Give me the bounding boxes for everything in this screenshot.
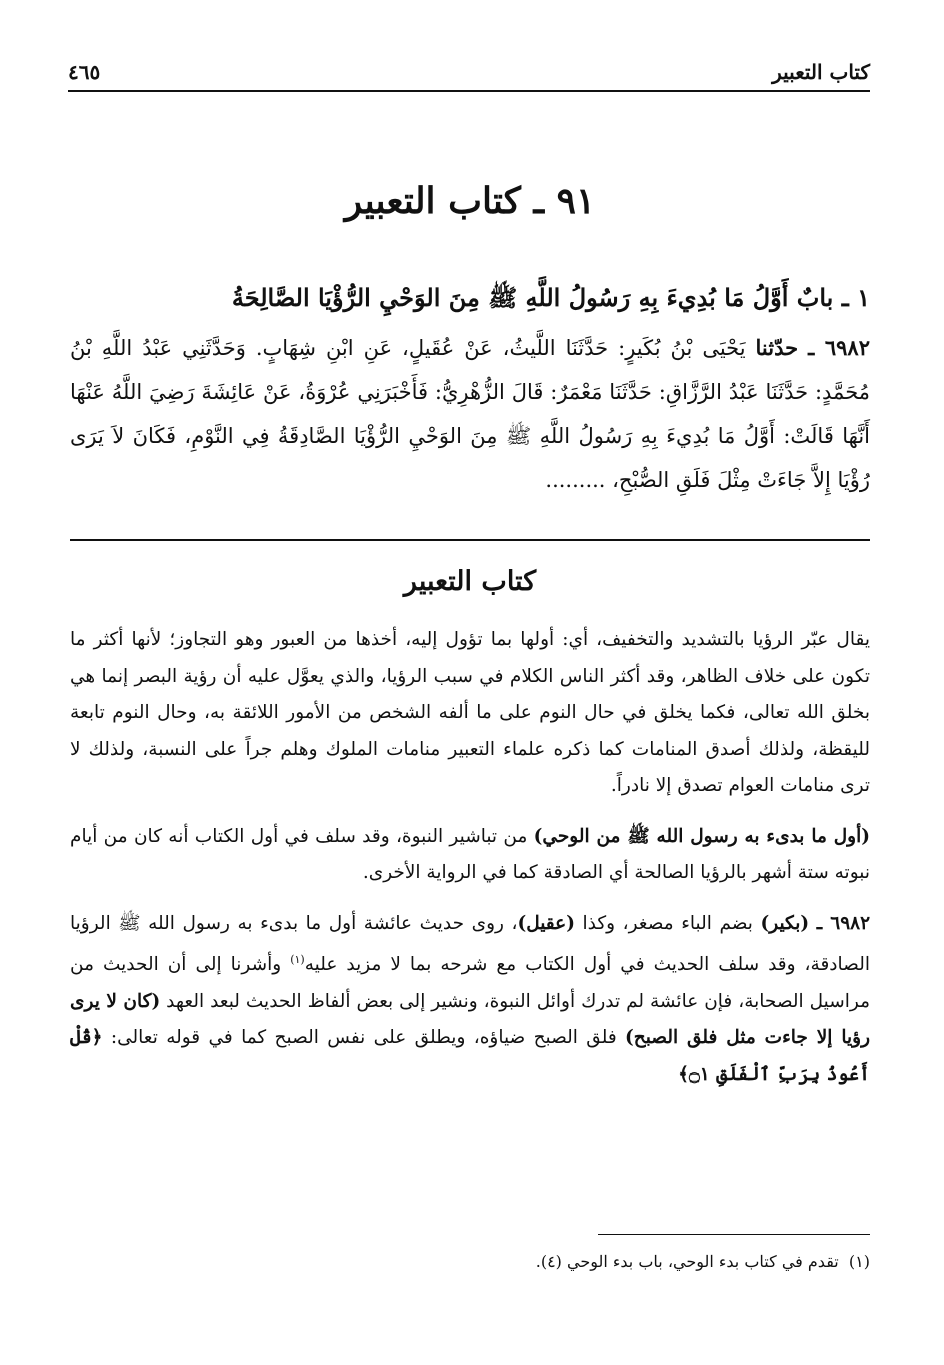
paragraph-text: وأشرنا إلى أن الحديث من مراسيل الصحابة، فإن عائشة لم تدرك أوائل النبوة، ونشير إلى بعض ألفاظ الحديث لبعد العهد — [70, 954, 870, 1012]
commentary — [70, 622, 870, 1107]
footnote-marker: (١) — [848, 1252, 870, 1271]
bab-heading: ١ ـ بابٌ أَوَّلُ مَا بُدِيءَ بِهِ رَسُولُ اللَّهِ ﷺ مِنَ الوَحْيِ الرُّؤْيَا الصَّالِحَةُ — [231, 283, 870, 312]
narrator-bukayr: (بكير) — [760, 912, 810, 934]
footnote-rule — [598, 1234, 870, 1235]
hadith-number-ref: ٦٩٨٢ ـ — [816, 912, 871, 934]
hadith-block — [70, 278, 870, 502]
footnote-text: تقدم في كتاب بدء الوحي، باب بدء الوحي (٤). — [535, 1252, 839, 1271]
commentary-paragraph-1: يقال عبّر الرؤيا بالتشديد والتخفيف، أي: أولها بما تؤول إليه، أخذها من العبور وهو التجاوز؛ لأنها أكثر ما تكون على خلاف الظاهر، وقد أكثر الناس الكلام في سبب الرؤيا، والذي يعوَّل عليه أن رؤية البصر إنما هي بخلق الله تعالى، فكما يخلق في حال النوم على ما ألفه الشخص من الأمور اللائقة به، وحال النوم تابعة لليقظة، ولذلك أصدق المنامات كما ذكره علماء التعبير منامات الملوك وهلم جراً على النسبة، ولذلك لا ترى منامات العوام تصدق إلا نادراً. — [70, 629, 870, 796]
narrator-uqayl: (عقيل) — [517, 912, 575, 934]
quoted-phrase: (كان لا يرى رؤيا إلا جاءت مثل فلق الصبح) — [70, 990, 870, 1049]
paragraph-text: بضم الباء مصغر، وكذا — [574, 912, 761, 934]
paragraph-text: من تباشير النبوة، وقد سلف في أول الكتاب أنه كان من أيام نبوته ستة أشهر بالرؤيا الصالحة أي الصادقة كما في الرواية الأخرى. — [70, 825, 870, 883]
paragraph-text: ، روى حديث عائشة أول ما بدىء به رسول الله ﷺ الرؤيا الصادقة، وقد سلف الحديث في أول الكتاب مع شرحه بما لا مزيد عليه — [70, 912, 870, 976]
hadith-number: ٦٩٨٢ ـ — [808, 335, 870, 360]
hadith-text — [70, 326, 870, 502]
commentary-paragraph-3 — [70, 906, 870, 1094]
chapter-title: ٩١ ـ كتاب التعبير — [344, 180, 596, 222]
section-divider — [70, 539, 870, 541]
footnote-marker[interactable]: (١) — [290, 953, 305, 966]
running-header — [68, 52, 870, 92]
quranic-verse: ﴿قُلْ أَعُوذُ بِرَبِّ ٱلْفَلَقِ ۝١﴾ — [70, 1027, 870, 1085]
commentary-title: كتاب التعبير — [403, 566, 537, 597]
paragraph-text: فلق الصبح ضياؤه، ويطلق على نفس الصبح كما في قوله تعالى: — [102, 1027, 625, 1049]
page-number: ٤٦٥ — [68, 60, 101, 84]
running-title: كتاب التعبير — [772, 60, 870, 84]
commentary-paragraph-2 — [70, 819, 870, 892]
quoted-phrase: (أول ما بدىء به رسول الله ﷺ من الوحي) — [533, 825, 870, 847]
hadith-body: يَحْيَى بْنُ بُكَيرٍ: حَدَّثَنَا اللَّيثُ، عَنْ عُقَيلٍ، عَنِ ابْنِ شِهَابٍ. وَحَدَّثَنِي عَبْدُ اللَّهِ بْنُ مُحَمَّدٍ: حَدَّثَنَا عَبْدُ الرَّزَّاقِ: حَدَّثَنَا مَعْمَرٌ: قَالَ الزُّهْرِيُّ: فَأَخْبَرَنِي عُرْوَةُ، عَنْ عَائِشَةَ رَضِيَ اللَّهُ عَنْهَا أَنَّهَا قَالَتْ: أَوَّلُ مَا بُدِيءَ بِهِ رَسُولُ اللَّهِ ﷺ مِنَ الوَحْيِ الرُّؤْيَا الصَّادِقَةُ فِي النَّوْمِ، فَكَانَ لاَ يَرَى رُؤْيَا إِلاَّ جَاءَتْ مِثْلَ فَلَقِ الصُّبْحِ، ......... — [70, 336, 870, 492]
footnote — [70, 1248, 870, 1276]
hadith-lead: حدّثنا — [755, 335, 799, 360]
